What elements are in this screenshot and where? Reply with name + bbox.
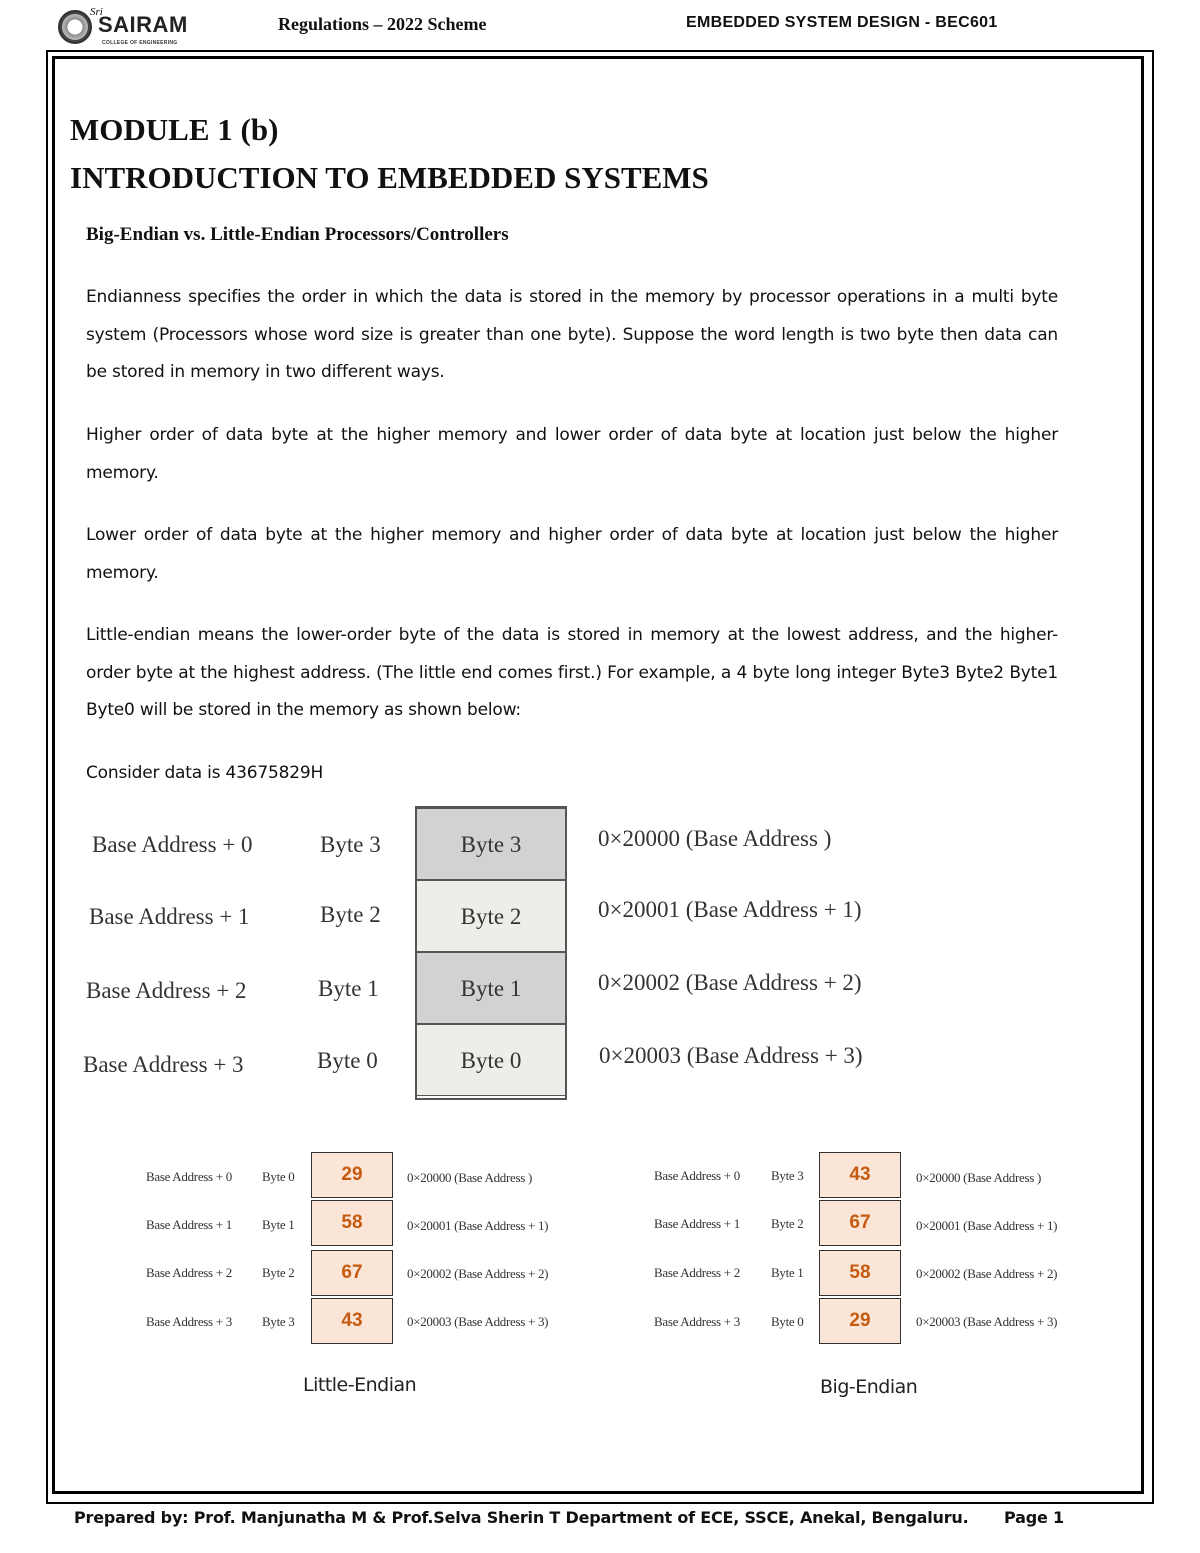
- address-label: 0×20000 (Base Address ): [598, 826, 832, 851]
- memory-cell: Byte 1: [416, 952, 566, 1024]
- memory-cell: 43: [819, 1152, 901, 1198]
- byte-label: Byte 3: [320, 832, 381, 857]
- byte-label: Byte 2: [262, 1265, 295, 1280]
- base-address-label: Base Address + 3: [83, 1052, 244, 1077]
- memory-cell: Byte 0: [416, 1024, 566, 1096]
- memory-cell: 43: [311, 1298, 393, 1344]
- base-address-label: Base Address + 3: [654, 1314, 740, 1329]
- base-address-label: Base Address + 0: [654, 1168, 740, 1183]
- address-label: 0×20003 (Base Address + 3): [916, 1314, 1058, 1329]
- memory-cell: 58: [311, 1200, 393, 1246]
- base-address-label: Base Address + 1: [89, 904, 250, 929]
- memory-cell: Byte 2: [416, 880, 566, 952]
- byte-label: Byte 2: [771, 1216, 804, 1231]
- regulation-text: Regulations – 2022 Scheme: [278, 14, 487, 34]
- logo-name: SAIRAM: [98, 12, 188, 37]
- college-logo: [56, 8, 216, 50]
- byte-label: Byte 0: [262, 1169, 295, 1184]
- byte-label: Byte 3: [771, 1168, 804, 1183]
- base-address-label: Base Address + 2: [146, 1265, 232, 1280]
- byte-label: Byte 1: [771, 1265, 804, 1280]
- memory-cell: 58: [819, 1250, 901, 1296]
- memory-cell: 29: [311, 1152, 393, 1198]
- memory-cells-border: [415, 806, 567, 1100]
- big-endian-caption: Big-Endian: [820, 1376, 918, 1398]
- address-label: 0×20002 (Base Address + 2): [407, 1266, 549, 1281]
- memory-cell: 67: [819, 1200, 901, 1246]
- address-label: 0×20002 (Base Address + 2): [598, 970, 862, 995]
- paragraph-higher-order: Higher order of data byte at the higher memory and lower order of data byte at location just below the higher memory.: [86, 425, 1058, 483]
- address-label: 0×20000 (Base Address ): [407, 1170, 532, 1185]
- base-address-label: Base Address + 1: [146, 1217, 232, 1232]
- base-address-label: Base Address + 2: [86, 978, 247, 1003]
- address-label: 0×20003 (Base Address + 3): [599, 1043, 863, 1068]
- paragraph-little-endian: Little-endian means the lower-order byte of the data is stored in memory at the lowest address, and the higher-order byte at the highest address. (The little end comes first.) For example, a 4 byte long integer Byte3 Byte2 Byte1 Byte0 will be stored in the memory as shown below:: [86, 625, 1058, 720]
- paragraph-consider-data: Consider data is 43675829H: [86, 763, 324, 783]
- paragraph-lower-order: Lower order of data byte at the higher memory and higher order of data byte at location just below the higher memory.: [86, 525, 1058, 583]
- little-endian-caption: Little-Endian: [303, 1374, 417, 1396]
- course-title: EMBEDDED SYSTEM DESIGN - BEC601: [686, 14, 998, 31]
- page-header: [0, 6, 1200, 50]
- byte-label: Byte 3: [262, 1314, 295, 1329]
- address-label: 0×20003 (Base Address + 3): [407, 1314, 549, 1329]
- memory-cell: 29: [819, 1298, 901, 1344]
- address-label: 0×20000 (Base Address ): [916, 1170, 1041, 1185]
- seal-icon: [58, 10, 92, 44]
- address-label: 0×20001 (Base Address + 1): [407, 1218, 549, 1233]
- byte-label: Byte 0: [317, 1048, 378, 1073]
- base-address-label: Base Address + 3: [146, 1314, 232, 1329]
- address-label: 0×20002 (Base Address + 2): [916, 1266, 1058, 1281]
- logo-sri: Sri: [90, 6, 103, 18]
- page-footer: [74, 1508, 1064, 1527]
- byte-label: Byte 1: [318, 976, 379, 1001]
- base-address-label: Base Address + 0: [92, 832, 253, 857]
- base-address-label: Base Address + 0: [146, 1169, 232, 1184]
- address-label: 0×20001 (Base Address + 1): [598, 897, 862, 922]
- byte-label: Byte 2: [320, 902, 381, 927]
- module-subtitle: INTRODUCTION TO EMBEDDED SYSTEMS: [70, 160, 709, 195]
- memory-cell: Byte 3: [416, 808, 566, 880]
- base-address-label: Base Address + 2: [654, 1265, 740, 1280]
- footer-prepared-by: Prepared by: Prof. Manjunatha M & Prof.Selva Sherin T Department of ECE, SSCE, Anekal, Bengaluru.: [74, 1508, 969, 1527]
- byte-label: Byte 0: [771, 1314, 804, 1329]
- base-address-label: Base Address + 1: [654, 1216, 740, 1231]
- section-heading: Big-Endian vs. Little-Endian Processors/Controllers: [86, 224, 509, 245]
- address-label: 0×20001 (Base Address + 1): [916, 1218, 1058, 1233]
- logo-subtitle: COLLEGE OF ENGINEERING: [102, 40, 178, 46]
- paragraph-endianness: Endianness specifies the order in which the data is stored in the memory by processor operations in a multi byte system (Processors whose word size is greater than one byte). Suppose the word length is two byte then data can be stored in memory in two different ways.: [86, 287, 1058, 382]
- module-title: MODULE 1 (b): [70, 112, 279, 147]
- byte-label: Byte 1: [262, 1217, 295, 1232]
- memory-cell: 67: [311, 1250, 393, 1296]
- page-number: Page 1: [1004, 1508, 1064, 1527]
